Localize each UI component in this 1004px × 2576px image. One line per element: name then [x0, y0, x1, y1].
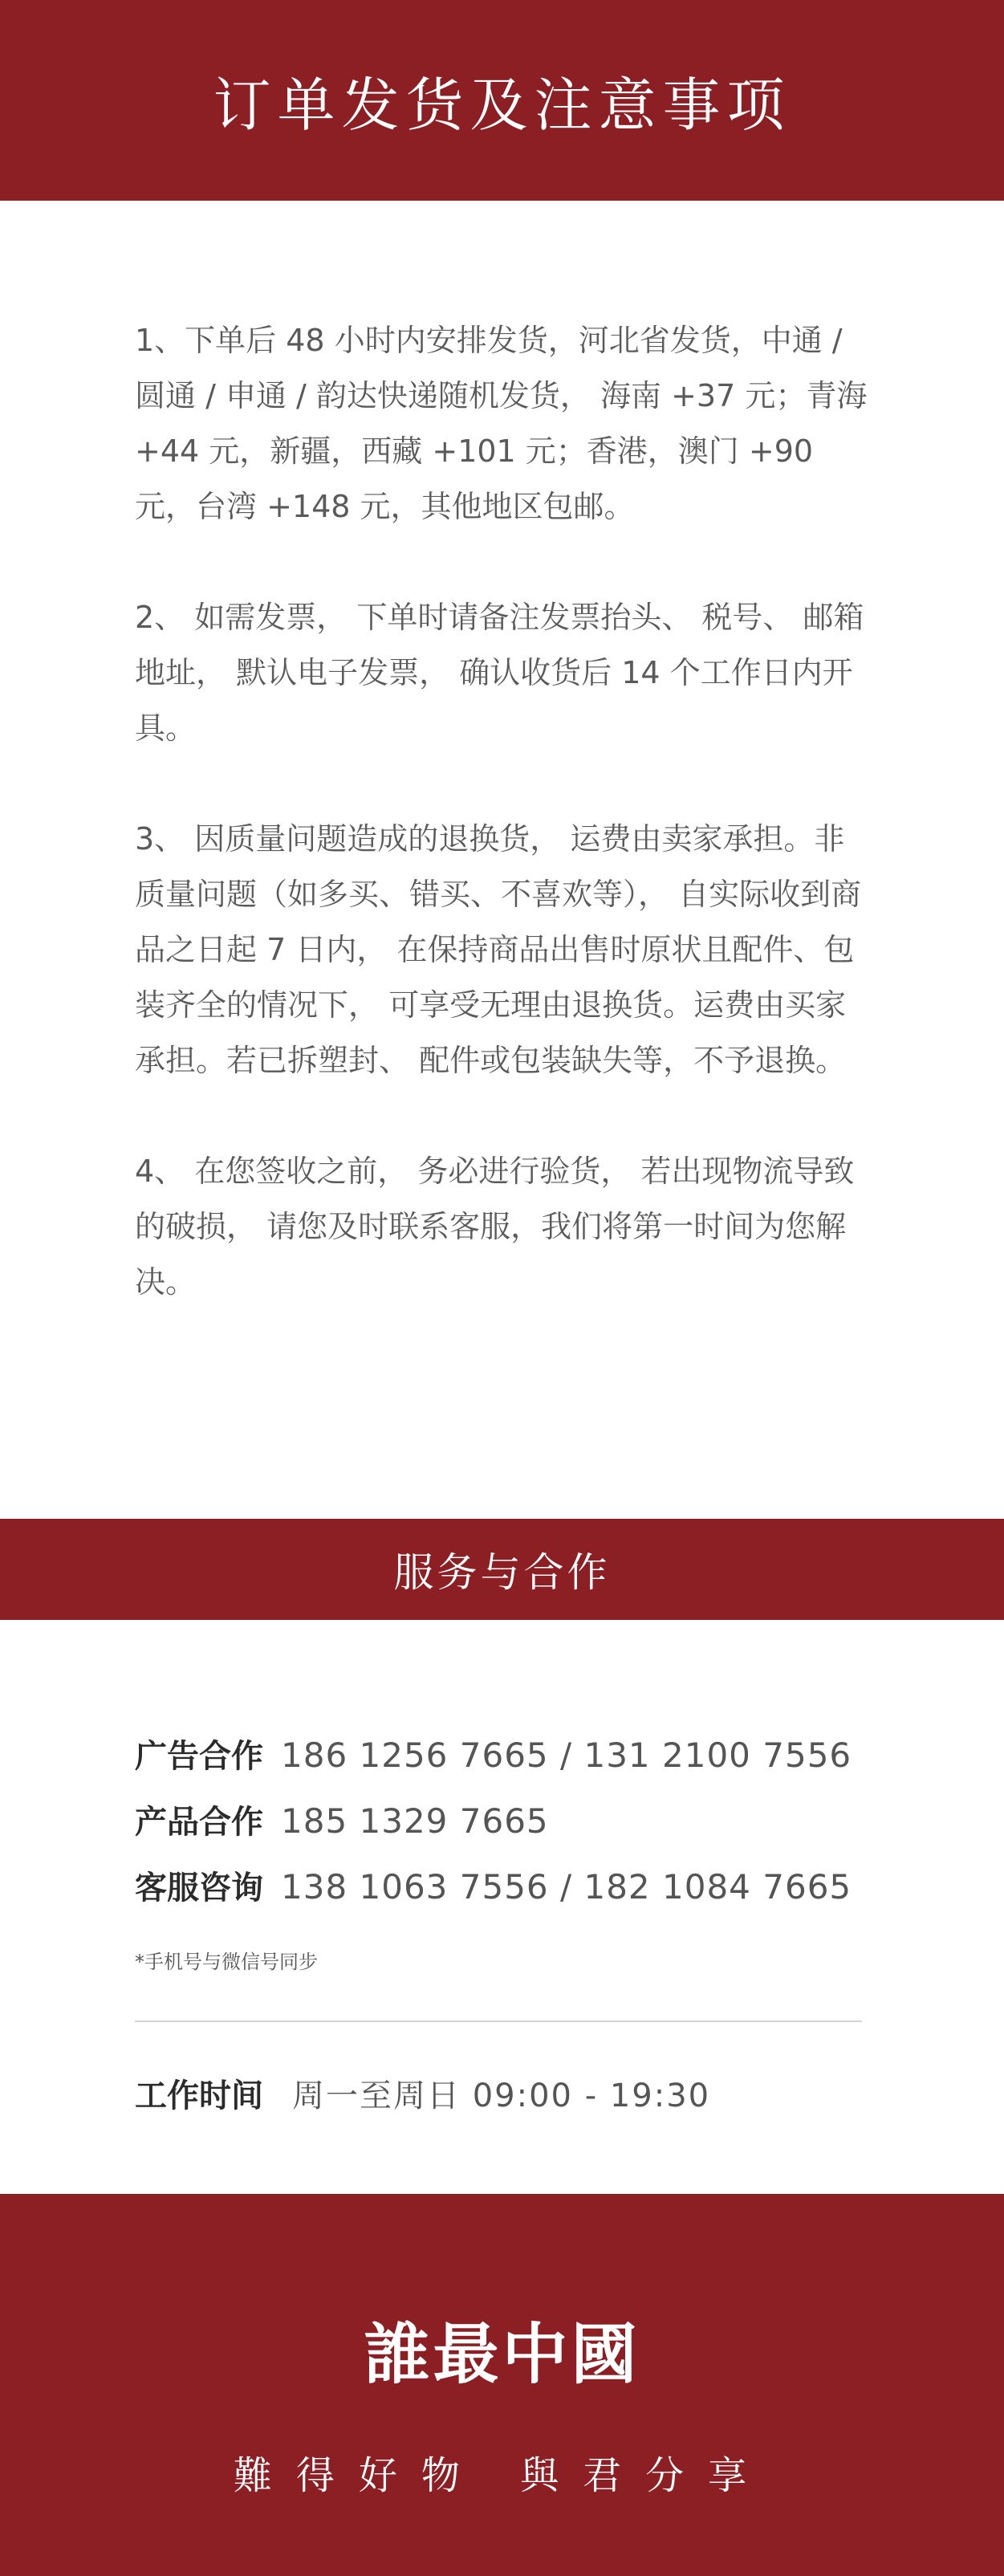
working-hours: [135, 2070, 869, 2116]
contact-phone: 186 1256 7665 / 131 2100 7556: [281, 1736, 852, 1775]
note-returns: 3、 因质量问题造成的退换货， 运费由卖家承担。非质量问题（如多买、错买、不喜欢等）， 自实际收到商品之日起 7 日内， 在保持商品出售时原状且配件、包装齐全的情况下， 可享受无理由退换货。运费由买家承担。若已拆塑封、 配件或包装缺失等，不予退换。: [135, 821, 862, 1078]
contact-label: 客服咨询: [135, 1870, 263, 1907]
wechat-note: *手机号与微信号同步: [135, 1951, 318, 1973]
contact-section: [0, 1620, 1004, 2194]
contact-row-product: [135, 1797, 869, 1862]
brand-slogan: 難得好物 與君分享: [233, 2453, 771, 2498]
note-invoice: 2、 如需发票， 下单时请备注发票抬头、 税号、 邮箱地址， 默认电子发票， 确认收货后 14 个工作日内开具。: [135, 600, 864, 746]
page-title: 订单发货及注意事项: [213, 71, 791, 139]
note-shipping: 1、下单后 48 小时内安排发货，河北省发货，中通 / 圆通 / 申通 / 韵达快递随机发货， 海南 +37 元；青海 +44 元，新疆，西藏 +101 元；香港，澳门 +90 元，台湾 +148 元，其他地区包邮。: [135, 323, 868, 524]
contact-phone: 138 1063 7556 / 182 1084 7665: [281, 1867, 852, 1907]
contact-row-ads: [135, 1731, 869, 1797]
header-banner: [0, 0, 1004, 201]
note-inspection: 4、 在您签收之前， 务必进行验货， 若出现物流导致的破损， 请您及时联系客服，我们将第一时间为您解决。: [135, 1154, 855, 1300]
hours-label: 工作时间: [135, 2077, 263, 2114]
service-title: 服务与合作: [393, 1549, 611, 1596]
divider: [135, 2021, 862, 2022]
footer-banner: [0, 2194, 1004, 2576]
contact-row-support: [135, 1862, 869, 1928]
hours-value: 周一至周日 09:00 - 19:30: [292, 2077, 711, 2114]
brand-logo: 誰最中國: [364, 2316, 640, 2393]
service-banner: [0, 1519, 1004, 1620]
contact-label: 广告合作: [135, 1738, 263, 1775]
contact-phone: 185 1329 7665: [281, 1801, 549, 1841]
shipping-notes: [0, 201, 1004, 1519]
contact-label: 产品合作: [135, 1804, 263, 1841]
